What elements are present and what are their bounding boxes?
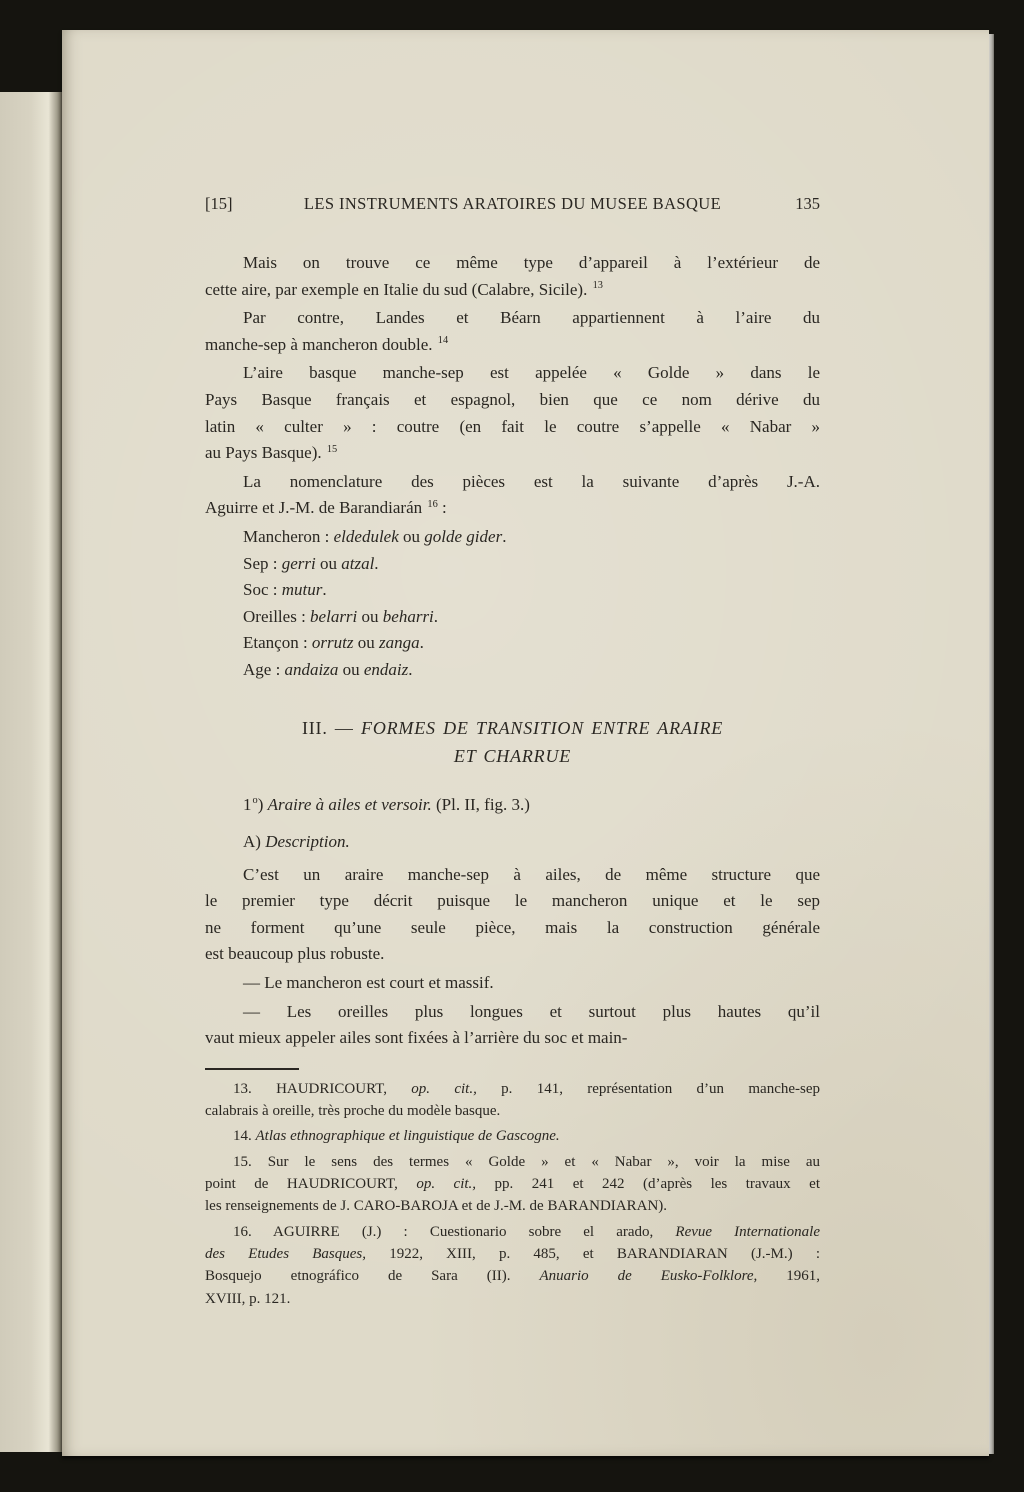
book-page bbox=[62, 30, 989, 1456]
text-line bbox=[205, 1243, 820, 1265]
text-line bbox=[205, 999, 820, 1026]
term-list bbox=[205, 524, 820, 684]
footnote-marker: 15 bbox=[326, 443, 338, 455]
text-segment: calabrais à oreille, très proche du modèle basque. bbox=[205, 1103, 501, 1120]
text-segment: golde gider bbox=[424, 526, 503, 546]
text-segment: Par contre, Landes et Béarn appartiennent à l’aire du bbox=[243, 308, 820, 328]
text-segment: ou bbox=[315, 553, 342, 573]
text-segment: 15. Sur le sens des termes « Golde » et « Nabar », voir la mise au bbox=[233, 1153, 820, 1170]
adjacent-page-edge bbox=[0, 92, 62, 1452]
text-line bbox=[205, 1221, 820, 1243]
text-segment: (Pl. II, fig. 3.) bbox=[431, 794, 530, 814]
text-segment: vaut mieux appeler ailes sont fixées à l’arrière du soc et main- bbox=[205, 1028, 628, 1048]
text-segment: ET CHARRUE bbox=[453, 745, 572, 766]
text-line bbox=[205, 604, 820, 631]
text-segment: ou bbox=[338, 659, 364, 679]
text-segment: . bbox=[408, 659, 413, 679]
text-segment: Revue Internationale bbox=[675, 1223, 820, 1240]
text-line bbox=[205, 862, 820, 889]
text-segment: latin « culter » : coutre (en fait le coutre s’appelle « Nabar » bbox=[205, 416, 820, 436]
paragraph bbox=[205, 469, 820, 522]
header-title: LES INSTRUMENTS ARATOIRES DU MUSEE BASQUE bbox=[303, 194, 722, 213]
text-line bbox=[205, 1151, 820, 1173]
subsection-heading bbox=[205, 829, 820, 856]
text-segment: Sep : bbox=[243, 553, 282, 573]
text-line bbox=[205, 742, 820, 770]
text-segment: C’est un araire manche-sep à ailes, de même structure que bbox=[243, 864, 820, 884]
text-line bbox=[205, 1288, 820, 1310]
text-segment: 13. HAUDRICOURT, bbox=[233, 1080, 412, 1097]
footnote bbox=[205, 1151, 820, 1218]
text-segment: pp. 241 et 242 (d’après les travaux et bbox=[476, 1176, 820, 1193]
text-segment: zanga bbox=[379, 633, 420, 653]
text-line bbox=[205, 414, 820, 441]
paragraph bbox=[205, 250, 820, 303]
text-line bbox=[205, 792, 820, 819]
footnote bbox=[205, 1078, 820, 1123]
section-heading bbox=[205, 714, 820, 770]
text-segment: Anuario de Eusko-Folklore, bbox=[539, 1268, 758, 1285]
text-line bbox=[205, 524, 820, 551]
text-segment: Pays Basque français et espagnol, bien que ce nom dérive du bbox=[205, 389, 820, 409]
text-line bbox=[205, 332, 820, 359]
text-segment: endaiz bbox=[363, 659, 409, 679]
text-segment: Bosquejo etnográfico de Sara (II). bbox=[205, 1268, 540, 1285]
text-line bbox=[205, 469, 820, 496]
text-segment: A) bbox=[243, 832, 266, 852]
text-segment: eldedulek bbox=[333, 526, 399, 546]
text-line bbox=[205, 1265, 820, 1287]
header-page-number: 135 bbox=[795, 194, 820, 213]
text-segment: Soc : bbox=[243, 580, 282, 600]
paragraph bbox=[205, 305, 820, 358]
text-line bbox=[205, 1173, 820, 1195]
paragraph bbox=[205, 360, 820, 466]
text-segment: cette aire, par exemple en Italie du sud (Calabre, Sicile). bbox=[205, 279, 592, 299]
text-line bbox=[205, 387, 820, 414]
text-segment: ne forment qu’une seule pièce, mais la construction générale bbox=[205, 917, 820, 937]
text-segment: FORMES DE TRANSITION ENTRE ARAIRE bbox=[361, 717, 724, 738]
text-segment: . bbox=[433, 606, 439, 626]
text-segment: ou bbox=[353, 633, 379, 653]
text-line bbox=[205, 970, 820, 997]
text-line bbox=[205, 495, 820, 522]
text-segment: est beaucoup plus robuste. bbox=[205, 944, 385, 964]
text-segment: : bbox=[437, 498, 447, 518]
text-segment: XVIII, p. 121. bbox=[205, 1290, 291, 1307]
text-segment: belarri bbox=[310, 606, 358, 626]
header-section-number: [15] bbox=[205, 194, 233, 213]
text-segment: — Les oreilles plus longues et surtout plus hautes qu’il bbox=[243, 1001, 820, 1021]
text-segment: op. cit., bbox=[416, 1176, 477, 1193]
paragraph bbox=[205, 999, 820, 1052]
footnote bbox=[205, 1221, 820, 1310]
text-segment: 1961, bbox=[757, 1268, 821, 1285]
text-line bbox=[205, 714, 820, 742]
text-segment: Etançon : bbox=[243, 633, 312, 653]
text-segment: mutur bbox=[281, 580, 323, 600]
text-segment: Araire à ailes et versoir. bbox=[267, 794, 432, 814]
subsection-heading bbox=[205, 792, 820, 819]
text-segment: 16. AGUIRRE (J.) : Cuestionario sobre el arado, bbox=[233, 1223, 676, 1240]
page-header bbox=[205, 190, 820, 217]
footnote bbox=[205, 1125, 820, 1147]
text-segment: manche-sep à mancheron double. bbox=[205, 334, 437, 354]
text-segment: Age : bbox=[243, 659, 285, 679]
text-segment: point de HAUDRICOURT, bbox=[205, 1176, 417, 1193]
text-segment: p. 141, représentation d’un manche-sep bbox=[476, 1080, 820, 1097]
text-segment: andaiza bbox=[284, 659, 339, 679]
text-segment: ou bbox=[357, 606, 383, 626]
text-line bbox=[205, 915, 820, 942]
text-segment: le premier type décrit puisque le mancheron unique et le sep bbox=[205, 891, 820, 911]
text-line bbox=[205, 829, 820, 856]
text-segment: beharri bbox=[382, 606, 434, 626]
text-segment: ) bbox=[257, 794, 268, 814]
text-segment: au Pays Basque). bbox=[205, 443, 326, 463]
text-segment: orrutz bbox=[311, 633, 354, 653]
footnote-marker: 16 bbox=[427, 498, 438, 510]
text-segment: . bbox=[502, 526, 507, 546]
text-segment: . bbox=[322, 580, 327, 600]
text-segment: Mais on trouve ce même type d’appareil à l’extérieur de bbox=[243, 253, 820, 272]
text-segment: 1922, XIII, p. 485, et BARANDIARAN (J.-M.) : bbox=[366, 1245, 820, 1262]
text-segment: L’aire basque manche-sep est appelée « Golde » dans le bbox=[243, 363, 820, 383]
text-segment: Description. bbox=[265, 832, 350, 852]
content bbox=[205, 250, 820, 1310]
text-segment: III. — bbox=[301, 717, 362, 738]
paragraph bbox=[205, 862, 820, 968]
footnote-marker: 13 bbox=[592, 279, 603, 291]
text-segment: des Etudes Basques, bbox=[205, 1245, 366, 1262]
text-segment: 14. bbox=[233, 1128, 256, 1145]
text-segment: op. cit., bbox=[411, 1080, 477, 1097]
text-segment: atzal bbox=[341, 553, 375, 573]
text-segment: gerri bbox=[281, 553, 316, 573]
text-line bbox=[205, 250, 820, 277]
text-segment: les renseignements de J. CARO-BAROJA et de J.-M. de BARANDIARAN). bbox=[205, 1198, 668, 1215]
text-line bbox=[205, 1125, 820, 1147]
footnote-marker: 14 bbox=[437, 335, 449, 347]
text-line bbox=[205, 360, 820, 387]
text-segment: Aguirre et J.-M. de Barandiarán bbox=[205, 498, 427, 518]
text-line bbox=[205, 888, 820, 915]
text-line bbox=[205, 630, 820, 657]
text-line bbox=[205, 277, 820, 304]
text-block bbox=[205, 190, 820, 1313]
text-line bbox=[205, 941, 820, 968]
text-line bbox=[205, 1195, 820, 1217]
text-segment: Mancheron : bbox=[243, 526, 334, 546]
text-segment: . bbox=[419, 633, 424, 653]
text-line bbox=[205, 1078, 820, 1100]
text-segment: La nomenclature des pièces est la suivante d’après J.-A. bbox=[243, 471, 820, 491]
text-segment: ou bbox=[398, 526, 425, 546]
footnote-marker: o bbox=[252, 794, 258, 806]
text-line bbox=[205, 577, 820, 604]
text-line bbox=[205, 1025, 820, 1052]
text-line bbox=[205, 1100, 820, 1122]
text-segment: Oreilles : bbox=[243, 606, 311, 626]
paragraph bbox=[205, 970, 820, 997]
text-segment: 1 bbox=[243, 794, 252, 814]
text-line bbox=[205, 551, 820, 578]
text-segment: . bbox=[374, 553, 379, 573]
text-line bbox=[205, 440, 820, 467]
text-segment: — Le mancheron est court et massif. bbox=[243, 973, 494, 993]
footnote-rule bbox=[205, 1068, 299, 1070]
text-line bbox=[205, 305, 820, 332]
text-segment: Atlas ethnographique et linguistique de Gascogne. bbox=[255, 1128, 560, 1145]
text-line bbox=[205, 657, 820, 684]
